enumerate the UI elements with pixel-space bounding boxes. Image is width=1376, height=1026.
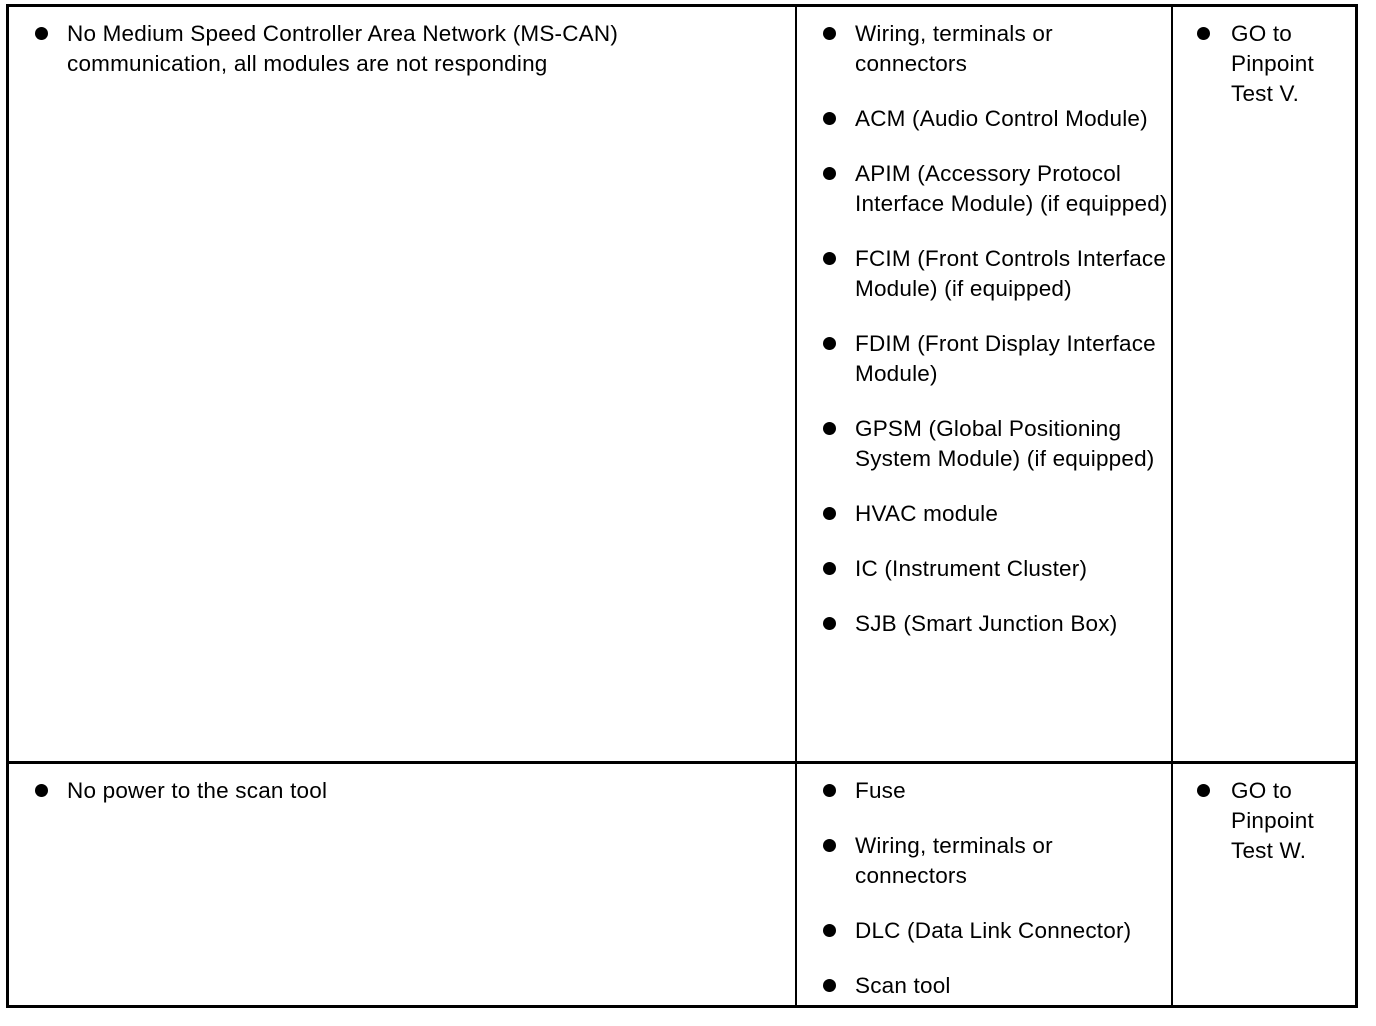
bullet-icon [823, 784, 836, 797]
source-list [823, 776, 1168, 1026]
bullet-icon [823, 337, 836, 350]
bullet-icon [823, 617, 836, 630]
action-list [1197, 776, 1357, 866]
action-text: GO to Pinpoint Test V. [1231, 21, 1314, 106]
source-text: FDIM (Front Display Interface Module) [855, 331, 1156, 386]
condition-cell [9, 7, 797, 764]
source-item [823, 414, 1168, 474]
source-list [823, 19, 1168, 664]
source-item [823, 916, 1168, 946]
action-item [1197, 19, 1357, 109]
source-text: Scan tool [855, 973, 951, 998]
source-item [823, 19, 1168, 79]
condition-item [35, 19, 755, 79]
condition-list [35, 19, 755, 79]
source-text: IC (Instrument Cluster) [855, 556, 1088, 581]
bullet-icon [35, 784, 48, 797]
bullet-icon [1197, 784, 1210, 797]
action-item [1197, 776, 1357, 866]
bullet-icon [823, 252, 836, 265]
bullet-icon [35, 27, 48, 40]
source-text: FCIM (Front Controls Interface Module) (if equipped) [855, 246, 1167, 301]
possible-source-cell [797, 7, 1173, 764]
bullet-icon [823, 27, 836, 40]
source-item [823, 104, 1168, 134]
bullet-icon [823, 839, 836, 852]
bullet-icon [823, 167, 836, 180]
possible-source-cell [797, 764, 1173, 1005]
source-item [823, 554, 1168, 584]
source-item [823, 499, 1168, 529]
source-item [823, 831, 1168, 891]
source-text: SJB (Smart Junction Box) [855, 611, 1118, 636]
source-text: Fuse [855, 778, 906, 803]
bullet-icon [1197, 27, 1210, 40]
source-text: DLC (Data Link Connector) [855, 918, 1132, 943]
source-text: GPSM (Global Positioning System Module) (if equipped) [855, 416, 1155, 471]
condition-item [35, 776, 755, 806]
bullet-icon [823, 924, 836, 937]
bullet-icon [823, 112, 836, 125]
source-item [823, 971, 1168, 1001]
action-cell [1173, 7, 1355, 764]
diagnostic-table [6, 4, 1358, 1008]
source-item [823, 329, 1168, 389]
source-text: Wiring, terminals or connectors [855, 833, 1053, 888]
source-item [823, 609, 1168, 639]
source-item [823, 244, 1168, 304]
condition-text: No Medium Speed Controller Area Network (MS-CAN) communication, all modules are not responding [67, 21, 619, 76]
bullet-icon [823, 979, 836, 992]
source-text: Wiring, terminals or connectors [855, 21, 1053, 76]
condition-text: No power to the scan tool [67, 778, 328, 803]
condition-list [35, 776, 755, 806]
action-cell [1173, 764, 1355, 1005]
bullet-icon [823, 507, 836, 520]
bullet-icon [823, 562, 836, 575]
source-item [823, 776, 1168, 806]
condition-cell [9, 764, 797, 1005]
action-list [1197, 19, 1357, 109]
source-text: APIM (Accessory Protocol Interface Module) (if equipped) [855, 161, 1168, 216]
source-item [823, 159, 1168, 219]
action-text: GO to Pinpoint Test W. [1231, 778, 1314, 863]
source-text: HVAC module [855, 501, 999, 526]
bullet-icon [823, 422, 836, 435]
source-text: ACM (Audio Control Module) [855, 106, 1148, 131]
